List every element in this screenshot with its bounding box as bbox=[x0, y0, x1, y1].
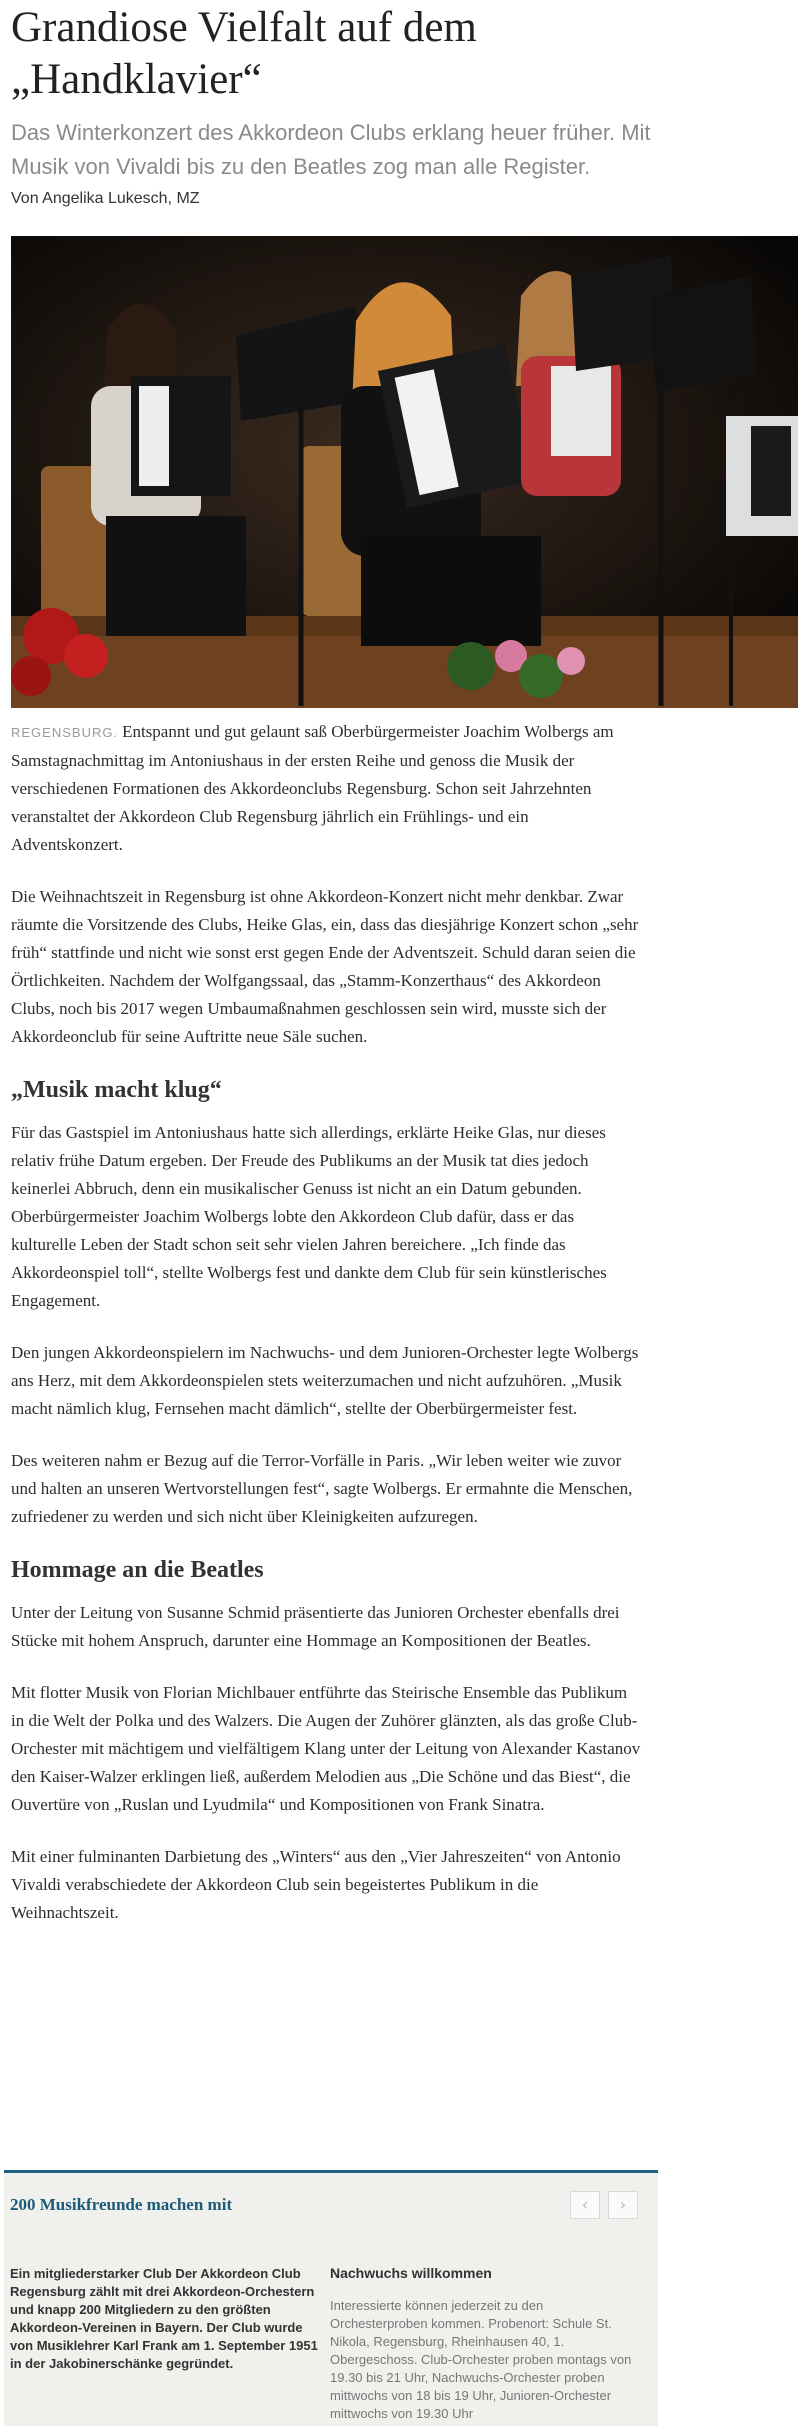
article-paragraph: Die Weihnachtszeit in Regensburg ist ohne Akkordeon-Konzert nicht mehr denkbar. Zwar räumte die Vorsitzende des Clubs, Heike Glas, ein, dass das diesjährige Konzert schon „sehr früh“ stattfinde und nicht wie sonst erst gegen Ende der Adventszeit. Schuld daran seien die Örtlichkeiten. Nachdem der Wolfgangssaal, das „Stamm-Konzerthaus“ des Akkordeon Clubs, noch bis 2017 wegen Umbaumaßnahmen geschlossen sein wird, musste sich der Akkordeonclub für seine Auftritte neue Säle suchen. bbox=[11, 887, 639, 1046]
article-paragraph: Den jungen Akkordeonspielern im Nachwuchs- und dem Junioren-Orchester legte Wolbergs ans Herz, mit dem Akkordeonspielen stets weiterzumachen und nicht aufzuhören. „Musik macht nämlich klug, Fernsehen macht dämlich“, stellte der Oberbürgermeister fest. bbox=[11, 1343, 639, 1418]
info-box-nachwuchs-title: Nachwuchs willkommen bbox=[330, 2265, 492, 2281]
article-headline: Grandiose Vielfalt auf dem „Handklavier“ bbox=[11, 4, 477, 103]
concert-photo bbox=[11, 236, 798, 708]
article-dateline: REGENSBURG. bbox=[11, 725, 119, 740]
article-paragraph-text: Entspannt und gut gelaunt saß Oberbürgermeister Joachim Wolbergs am Samstagnachmittag im Antoniushaus in der ersten Reihe und genoss die Musik der verschiedenen Formationen des Akkordeonclubs Regensburg. Schon seit Jahrzehnten veranstaltet der Akkordeon Club Regensburg jährlich ein Frühlings- und ein Adventskonzert. bbox=[11, 722, 614, 854]
article-paragraph: Für das Gastspiel im Antoniushaus hatte sich allerdings, erklärte Heike Glas, nur dieses relativ frühe Datum ergeben. Der Freude des Publikums an der Musik tat dies jedoch keinerlei Abbruch, denn ein musikalischer Genuss ist nicht an ein Datum gebunden. Oberbürgermeister Joachim Wolbergs lobte den Akkordeon Club dafür, dass er das kulturelle Leben der Stadt schon seit sehr vielen Jahren bereichere. „Ich finde das Akkordeonspiel toll“, stellte Wolbergs fest und dankte dem Club für sein künstlerisches Engagement. bbox=[11, 1123, 607, 1310]
section-heading-musik-macht-klug: „Musik macht klug“ bbox=[11, 1077, 222, 1103]
info-box bbox=[4, 2170, 658, 2426]
article-paragraph: Unter der Leitung von Susanne Schmid präsentierte das Junioren Orchester ebenfalls drei Stücke mit hohem Anspruch, darunter eine Hommage an Kompositionen der Beatles. bbox=[11, 1603, 620, 1650]
article-paragraph: Des weiteren nahm er Bezug auf die Terror-Vorfälle in Paris. „Wir leben weiter wie zuvor und halten an unseren Wertvorstellungen fest“, sagte Wolbergs. Er ermahnte die Menschen, zufriedener zu werden und sich nicht über Kleinigkeiten aufzuregen. bbox=[11, 1451, 633, 1526]
article-byline: Von Angelika Lukesch, MZ bbox=[11, 190, 200, 207]
article-body bbox=[11, 718, 641, 1951]
info-box-nachwuchs-text: Interessierte können jederzeit zu den Orchesterproben kommen. Probenort: Schule St. Nikola, Regensburg, Rheinhausen 40, 1. Obergeschoss. Club-Orchester proben montags von 19.30 bis 21 Uhr, Nachwuchs-Orchester proben mittwochs von 18 bis 19 Uhr, Junioren-Orchester mittwochs von 19.30 Uhr bbox=[330, 2298, 632, 2421]
next-button[interactable]: › bbox=[608, 2191, 638, 2219]
article-paragraph: Mit flotter Musik von Florian Michlbauer entführte das Steirische Ensemble das Publikum in die Welt der Polka und des Walzers. Die Augen der Zuhörer glänzten, als das große Club-Orchester mit mächtigem und vielfältigem Klang unter der Leitung von Alexander Kastanov den Kaiser-Walzer erklingen ließ, außerdem Melodien aus „Die Schöne und das Biest“, die Ouvertüre von „Ruslan und Lyudmila“ und Kompositionen von Frank Sinatra. bbox=[11, 1683, 641, 1814]
article-paragraph bbox=[11, 718, 641, 859]
article-paragraph: Mit einer fulminanten Darbietung des „Winters“ aus den „Vier Jahreszeiten“ von Antonio Vivaldi verabschiedete der Akkordeon Club sein begeistertes Publikum in die Weihnachtszeit. bbox=[11, 1847, 621, 1922]
article-subheadline: Das Winterkonzert des Akkordeon Clubs erklang heuer früher. Mit Musik von Vivaldi bis zu den Beatles zog man alle Register. bbox=[11, 120, 651, 179]
info-box-title: 200 Musikfreunde machen mit bbox=[10, 2195, 233, 2214]
info-box-club-text: Ein mitgliederstarker Club Der Akkordeon Club Regensburg zählt mit drei Akkordeon-Orchestern und knapp 200 Mitgliedern zu den größten Akkordeon-Vereinen in Bayern. Der Club wurde von Musiklehrer Karl Frank am 1. September 1951 in der Jakobinerschänke gegründet. bbox=[10, 2266, 318, 2371]
accordion-players-image bbox=[11, 236, 798, 708]
section-heading-hommage-beatles: Hommage an die Beatles bbox=[11, 1557, 264, 1583]
prev-button[interactable]: ‹ bbox=[570, 2191, 600, 2219]
